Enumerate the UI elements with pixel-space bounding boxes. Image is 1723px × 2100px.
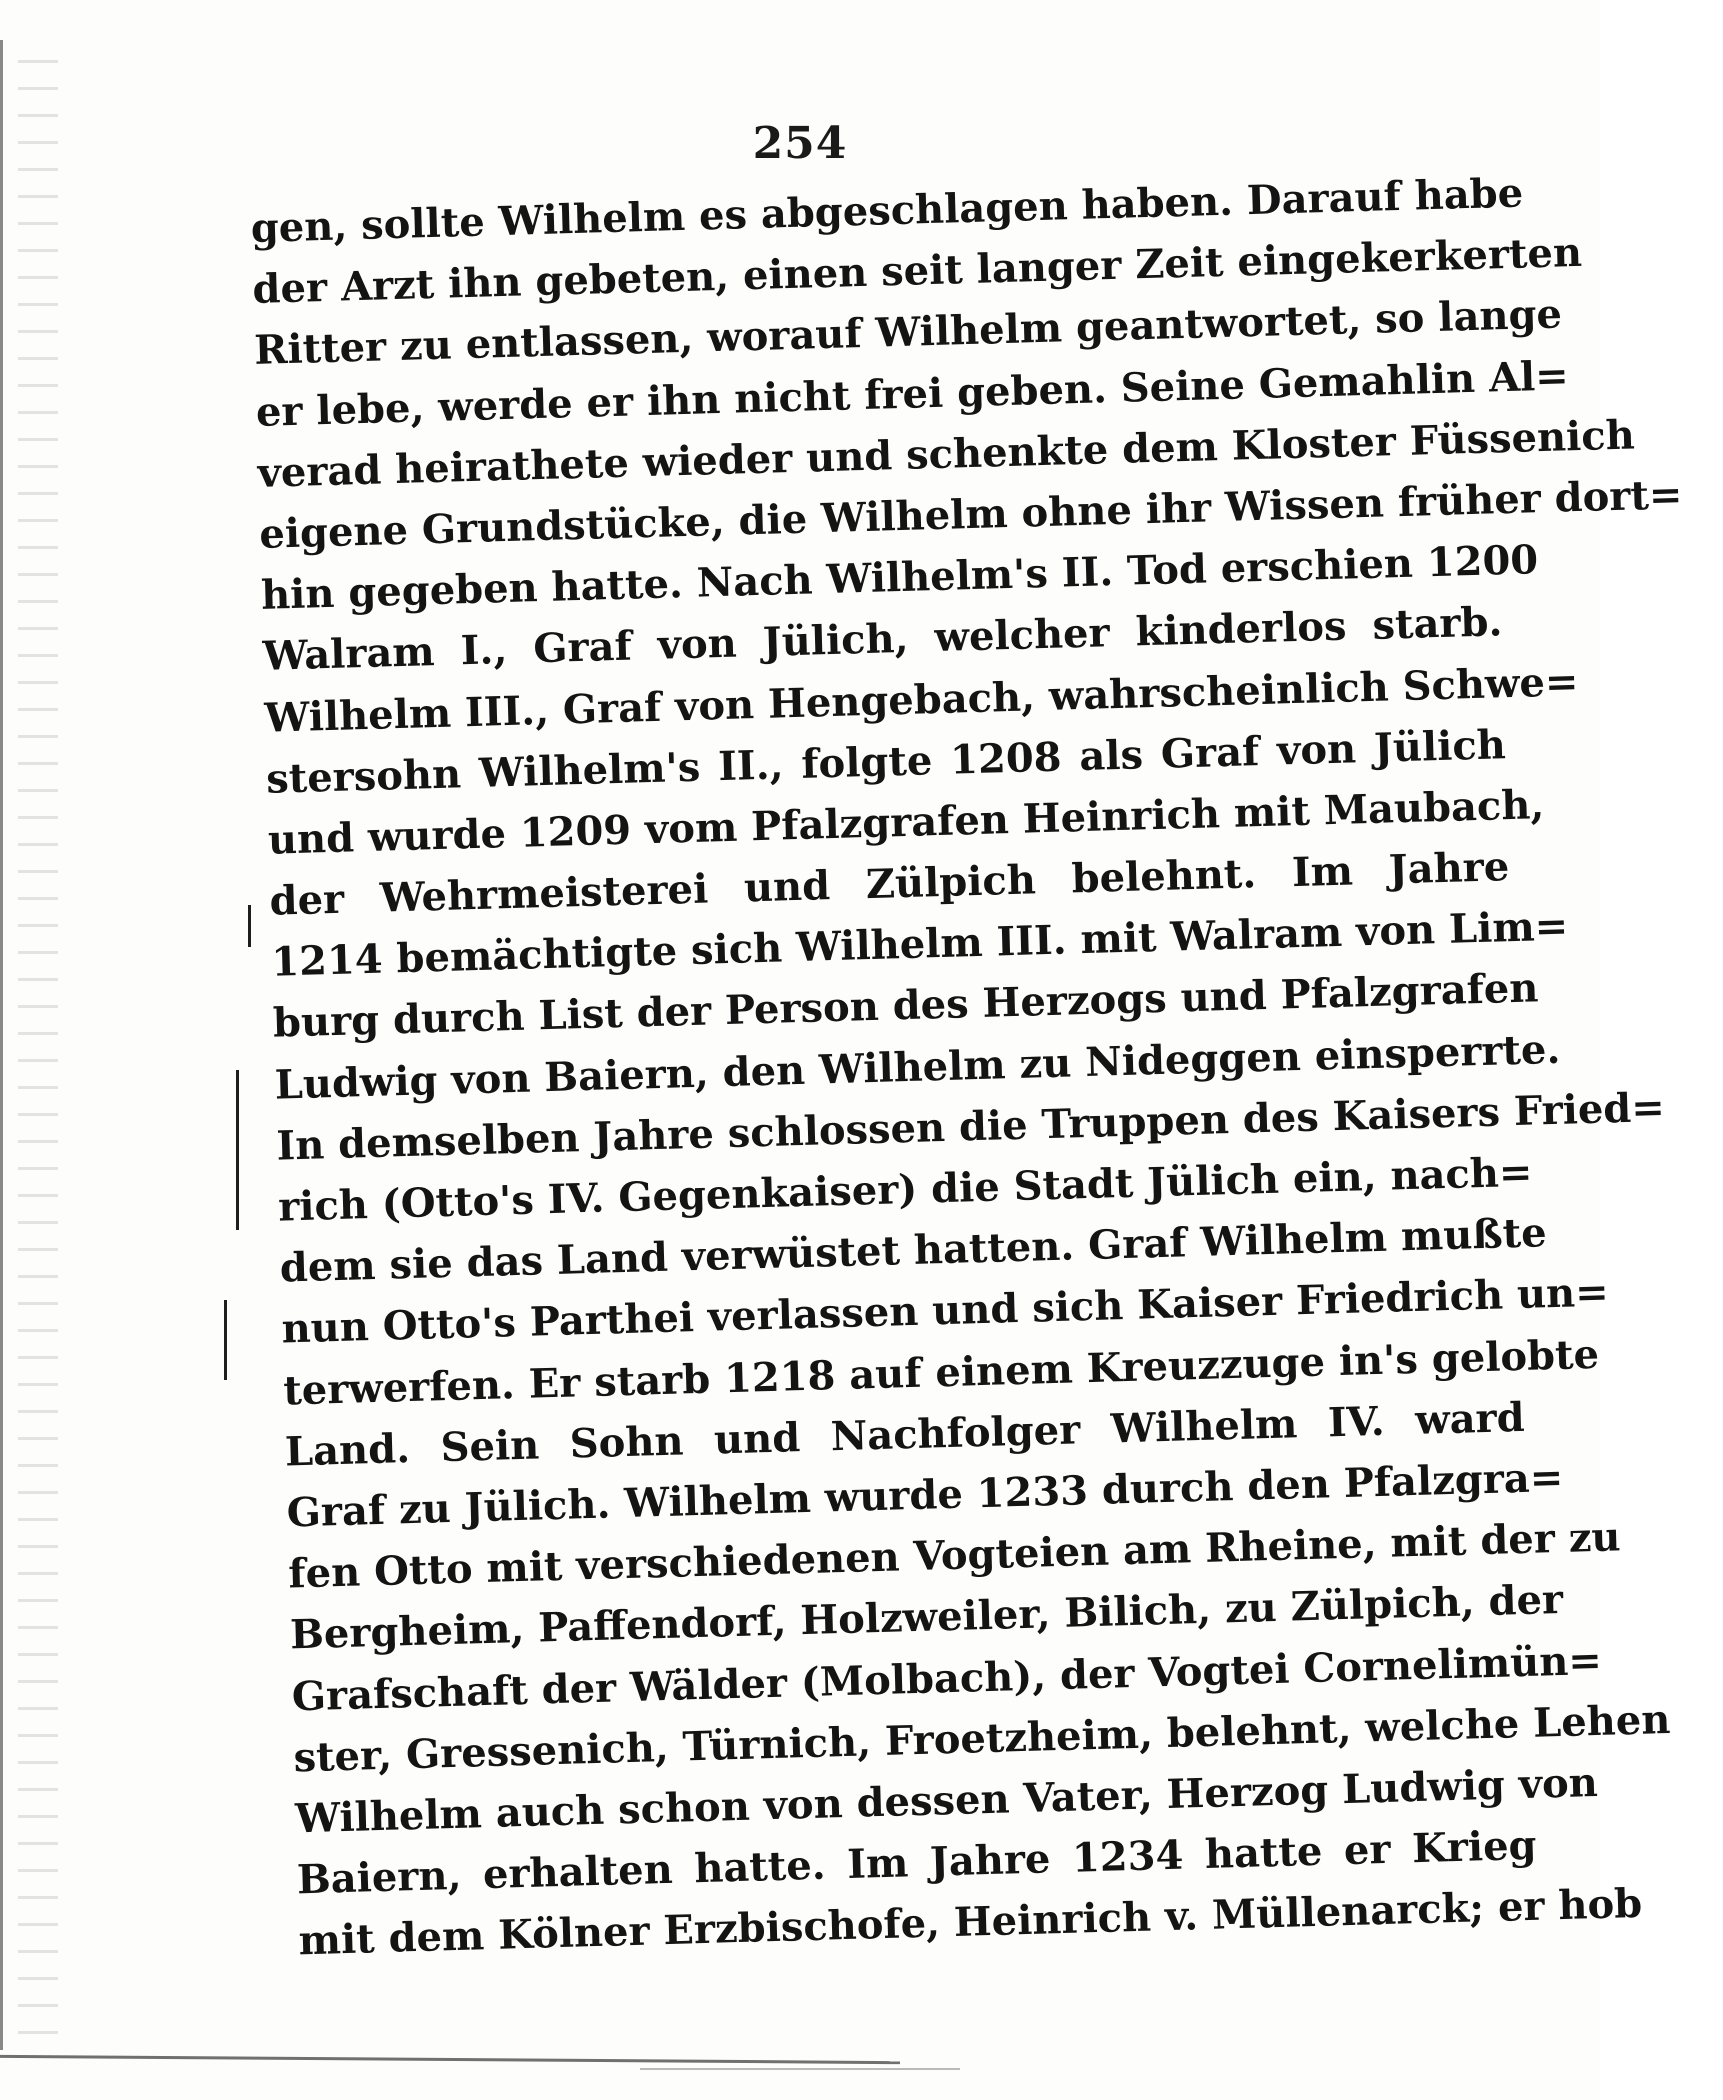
text-line: gen, sollte Wilhelm es abgeschlagen haben. Darauf habe — [250, 169, 1524, 252]
text-line: er lebe, werde er ihn nicht frei geben. Seine Gemahlin Al= — [255, 351, 1570, 436]
text-line: Ritter zu entlassen, worauf Wilhelm geantwortet, so lange — [253, 290, 1563, 375]
text-line: terwerfen. Er starb 1218 auf einem Kreuzzuge in's gelobte — [282, 1330, 1600, 1415]
text-line: ster, Gressenich, Türnich, Froetzheim, belehnt, welche Lehen — [292, 1695, 1671, 1782]
binding-edge — [0, 40, 17, 2050]
text-line: Ludwig von Baiern, den Wilhelm zu Nideggen einsperrte. — [274, 1025, 1561, 1109]
text-line: der Wehrmeisterei und Zülpich belehnt. Im Jahre — [268, 843, 1510, 925]
text-line: Walram I., Graf von Jülich, welcher kinderlos starb. — [262, 598, 1503, 681]
margin-mark — [248, 905, 251, 947]
text-line: dem sie das Land verwüstet hatten. Graf Wilhelm mußte — [279, 1209, 1548, 1292]
text-line: und wurde 1209 vom Pfalzgrafen Heinrich mit Maubach, — [267, 780, 1545, 864]
text-line: burg durch List der Person des Herzogs und Pfalzgrafen — [272, 964, 1539, 1048]
text-line: mit dem Kölner Erzbischofe, Heinrich v. Müllenarck; er hob — [298, 1880, 1643, 1965]
text-line: Grafschaft der Wälder (Molbach), der Vogtei Cornelimün= — [291, 1636, 1603, 1720]
text-line: Baiern, erhalten hatte. Im Jahre 1234 hatte er Krieg — [296, 1821, 1538, 1904]
margin-mark — [236, 1070, 239, 1230]
body-text — [250, 163, 1683, 1987]
text-line: 1214 bemächtigte sich Wilhelm III. mit Walram von Lim= — [270, 902, 1569, 986]
text-line: Land. Sein Sohn und Nachfolger Wilhelm IV. ward — [284, 1393, 1526, 1476]
text-line: nun Otto's Parthei verlassen und sich Kaiser Friedrich un= — [280, 1268, 1610, 1353]
text-line: hin gegeben hatte. Nach Wilhelm's II. Tod erschien 1200 — [260, 536, 1539, 619]
text-line: rich (Otto's IV. Gegenkaiser) die Stadt Jülich ein, nach= — [277, 1148, 1534, 1231]
text-line: verad heirathete wieder und schenkte dem Kloster Füssenich — [257, 411, 1636, 497]
margin-mark — [224, 1300, 227, 1380]
page-bottom-edge-shadow — [640, 2068, 960, 2070]
text-line: der Arzt ihn gebeten, einen seit langer Zeit eingekerkerten — [251, 229, 1583, 314]
page-bottom-edge — [0, 2055, 900, 2064]
text-line: Bergheim, Paffendorf, Holzweiler, Bilich, zu Zülpich, der — [289, 1576, 1564, 1659]
text-line: stersohn Wilhelm's II., folgte 1208 als Graf von Jülich — [265, 720, 1507, 803]
text-line: Wilhelm auch schon von dessen Vater, Herzog Ludwig von — [294, 1758, 1599, 1843]
text-line: In demselben Jahre schlossen die Truppen des Kaisers Fried= — [275, 1083, 1666, 1170]
gutter-shadow — [18, 60, 58, 2040]
text-line: eigene Grundstücke, die Wilhelm ohne ihr Wissen früher dort= — [258, 471, 1683, 558]
text-line: fen Otto mit verschiedenen Vogteien am Rheine, mit der zu — [287, 1513, 1622, 1598]
text-line: Wilhelm III., Graf von Hengebach, wahrscheinlich Schwe= — [263, 657, 1579, 742]
text-line: Graf zu Jülich. Wilhelm wurde 1233 durch den Pfalzgra= — [286, 1453, 1564, 1537]
page-number: 254 — [752, 118, 848, 169]
